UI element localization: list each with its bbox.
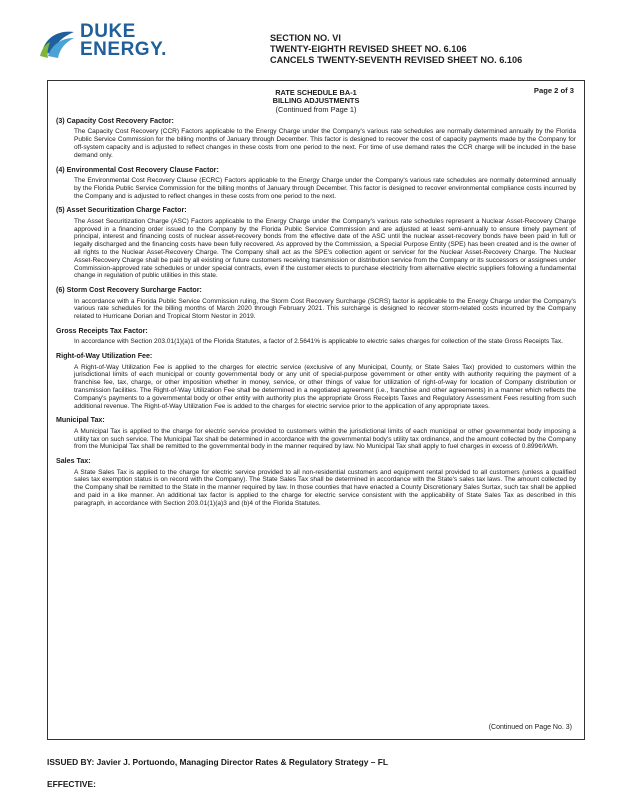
cancelled-sheet-number: CANCELS TWENTY-SEVENTH REVISED SHEET NO. 6.106: [270, 55, 523, 65]
section-body: A Right-of-Way Utilization Fee is applied to the charges for electric service (exclusive of any Municipal, County, or State Sales Tax) provided to customers within the jurisdictional limits of each municipal or county governmental body or any unit of special-purpose government or other entity with authority requiring the payment of a franchise fee, tax, charge, or other imposition whether in money, service, or other things of value for utilization of right-of-way for location of Company distribution or transmission facilities. The Right-of-Way Utilization Fee shall be determined in a negotiated agreement (i.e., franchise and other agreements) in a manner which reflects the Company's payments to a governmental body or other entity with authority plus the appropriate Gross Receipts Taxes and Regulatory Assessment Fees resulting from such additional revenue. The Right-of-Way Utilization Fee is added to the charges for electric service prior to the application of any appropriate taxes.: [74, 363, 576, 410]
section-municipal-tax: [56, 416, 576, 451]
section-number: SECTION NO. VI: [270, 33, 341, 43]
schedule-subtitle: BILLING ADJUSTMENTS: [272, 96, 360, 106]
section-heading: (3) Capacity Cost Recovery Factor:: [56, 117, 174, 125]
section-heading: (5) Asset Securitization Charge Factor:: [56, 206, 187, 215]
effective-date-label: EFFECTIVE:: [47, 779, 96, 789]
section-heading: (4) Environmental Cost Recovery Clause Factor:: [56, 165, 219, 174]
section-heading: (6) Storm Cost Recovery Surcharge Factor:: [56, 286, 202, 295]
section-asset-securitization: [56, 206, 576, 280]
schedule-content: [56, 117, 576, 514]
duke-energy-flame-icon: [38, 26, 78, 60]
tariff-sheet-box: [47, 80, 585, 740]
section-storm-cost-recovery: [56, 286, 576, 321]
page-number: Page 2 of 3: [533, 86, 574, 95]
section-body: In accordance with a Florida Public Service Commission ruling, the Storm Cost Recovery Surcharge (SCRS) factor is applicable to the Energy Charge under the Company's various rate schedules for the billing months of March 2020 through February 2021. This surcharge is designed to recover storm-related costs incurred by the Company related to Hurricane Dorian and Tropical Storm Nestor in 2019.: [74, 297, 576, 321]
issued-by: ISSUED BY: Javier J. Portuondo, Managing Director Rates & Regulatory Strategy – FL: [47, 757, 388, 767]
section-heading: Right-of-Way Utilization Fee:: [56, 352, 153, 361]
sheet-header: [270, 33, 610, 66]
logo-word-duke: DUKE: [80, 21, 136, 42]
section-right-of-way-fee: [56, 352, 576, 410]
section-heading: Municipal Tax:: [56, 416, 105, 425]
section-body: The Asset Securitization Charge (ASC) Factors applicable to the Energy Charge under the Company's various rate schedules represent a Nuclear Asset-Recovery Charge approved in a financing order issued to the Company by the Florida Public Service Commission and are adjusted at least semi-annually to ensure timely payment of principal, interest and financing costs of nuclear asset-recovery bonds from the effective date of the ASC until the nuclear asset-recovery bonds have been paid in full or legally discharged and the financing costs have been fully recovered. As approved by the Commission, a Special Purpose Entity (SPE) has been created and is the owner of all rights to the Nuclear Asset-Recovery Charge. The Company shall act as the SPE's collection agent or servicer for the Nuclear Asset-Recovery Charge. The Nuclear Asset-Recovery Charge shall be paid by all existing or future customers receiving transmission or distribution service from the Company or its successors or assignees under Commission-approved rate schedules or under special contracts, even if the customer elects to purchase electricity from alternative electric suppliers following a fundamental change in regulation of public utilities in this state.: [74, 217, 576, 280]
revised-sheet-number: TWENTY-EIGHTH REVISED SHEET NO. 6.106: [270, 44, 467, 54]
schedule-name: RATE SCHEDULE BA-1: [275, 88, 357, 97]
continued-on-note: (Continued on Page No. 3): [488, 724, 572, 731]
section-body: A Municipal Tax is applied to the charge for electric service provided to customers within the jurisdictional limits of each municipal or other governmental body imposing a utility tax on such service. The Municipal Tax shall be determined in accordance with the governmental body's utility tax ordinance, and the amount collected by the Company from the Municipal Tax shall be remitted to the governmental body in the manner required by law. No Municipal Tax shall apply to fuel charges in excess of 0.899¢/kWh.: [74, 427, 576, 451]
logo-word-energy: ENERGY.: [80, 39, 167, 60]
section-sales-tax: [56, 457, 576, 507]
section-body: The Capacity Cost Recovery (CCR) Factors applicable to the Energy Charge under the Company's various rate schedules are normally determined annually by the Florida Public Service Commission for the billing months of January through December. This factor is designed to recover the cost of capacity payments made by the Company for off-system capacity and is adjusted to reflect changes in these costs from one period to the next. For time of use demand rates the CCR charge will be included in the base demand only.: [74, 128, 576, 159]
section-body: In accordance with Section 203.01(1)(a)1 of the Florida Statutes, a factor of 2.5641% is applicable to electric sales charges for collection of the state Gross Receipts Tax.: [74, 338, 563, 346]
section-body: The Environmental Cost Recovery Clause (ECRC) Factors applicable to the Energy Charge under the Company's various rate schedules are normally determined annually by the Florida Public Service Commission for the billing months of January through December. This factor is designed to recover environmental compliance costs incurred by the Company and is adjusted to reflect changes in these costs from one period to the next.: [74, 177, 576, 200]
section-body: A State Sales Tax is applied to the charge for electric service provided to all non-residential customers and equipment rental provided to all customers (unless a qualified sales tax exemption status is on record with the Company). The State Sales Tax shall be determined in accordance with the State's sales tax laws. The amount collected by the Company shall be remitted to the State in the manner required by law. In those counties that have enacted a County Discretionary Sales Surtax, such tax shall be applied and paid in a like manner. An additional tax factor is applied to the charge for electric service consistent with the applicability of State Sales Tax as described in this paragraph, in accordance with Section 203.01(1)(a)3 and (b)4 of the Florida Statutes.: [74, 468, 576, 507]
duke-energy-logo: [38, 21, 167, 68]
section-heading: Gross Receipts Tax Factor:: [56, 326, 148, 335]
continued-from: (Continued from Page 1): [275, 104, 357, 114]
section-heading: Sales Tax:: [56, 457, 91, 466]
section-environmental-cost-recovery: [56, 166, 576, 201]
section-capacity-cost-recovery: [56, 117, 576, 160]
rate-schedule-title: [48, 89, 584, 114]
section-gross-receipts-tax: [56, 327, 576, 346]
